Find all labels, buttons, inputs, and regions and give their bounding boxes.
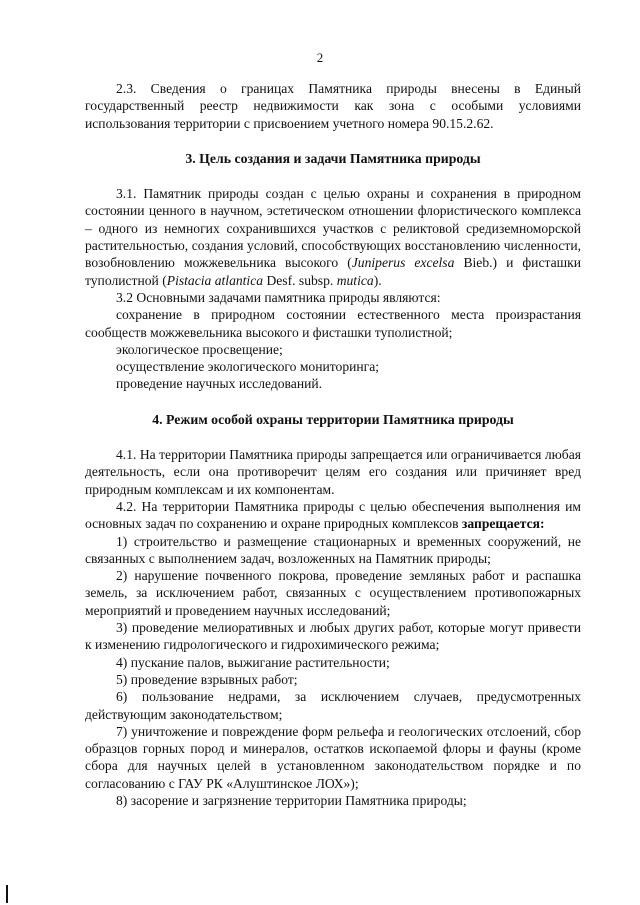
latin-name-pistacia: Pistacia atlantica	[166, 272, 264, 288]
task-item: осуществление экологического мониторинга;	[116, 359, 380, 375]
paragraph-4-1: 4.1. На территории Памятника природы запрещается или ограничивается любая деятельность, если она противоречит целям его создания или причиняет вред природным комплексам и их компонентам.	[85, 447, 581, 497]
page-number: 2	[316, 50, 324, 65]
prohibition-item: 7) уничтожение и повреждение форм рельефа и геологических отслоений, сбор образцов горных пород и минералов, остатков ископаемой флоры и фауны (кроме сбора для научных целей в установленном законодательством порядке и по согласованию с ГАУ РК «Алуштинское ЛОХ»);	[85, 723, 581, 791]
section-3-title: 3. Цель создания и задачи Памятника природы	[185, 150, 481, 166]
paragraph-3-1	[85, 185, 581, 289]
prohibition-item: 4) пускание палов, выжигание растительности;	[116, 654, 390, 670]
paragraph-3-1-text: 3.1. Памятник природы создан с целью охраны и сохранения в природном состоянии ценного в научном, эстетическом отношении флористического комплекса – одного из немногих сохранившихся участков с реликтовой средиземноморской растительностью, создания условий, способствующих восстановлению численности, возобновлению можжевельника высокого (	[85, 186, 581, 271]
document-body	[85, 80, 581, 809]
paragraph-4-2	[85, 498, 581, 533]
scan-edge-mark	[6, 885, 8, 903]
prohibited-colon: :	[539, 516, 545, 532]
prohibition-item: 1) строительство и размещение стационарных и временных сооружений, не связанных с выполнением задач, возложенных на Памятник природы;	[85, 533, 581, 566]
paragraph-2-3: 2.3. Сведения о границах Памятника природы внесены в Единый государственный реестр недвижимости как зона с особыми условиями использования территории с присвоением учетного номера 90.15.2.62.	[85, 81, 581, 131]
paragraph-4-2-text: 4.2. На территории Памятника природы с целью обеспечения выполнения им основных задач по сохранению и охране природных комплексов	[85, 498, 581, 532]
task-item: экологическое просвещение;	[116, 341, 283, 357]
paragraph-3-1-text-end: ).	[373, 272, 382, 288]
prohibition-item: 8) засорение и загрязнение территории Памятника природы;	[116, 792, 467, 808]
prohibition-item: 3) проведение мелиоративных и любых других работ, которые могут привести к изменению гидрологического и гидрохимического режима;	[85, 620, 581, 653]
latin-name-juniperus: Juniperus excelsa	[351, 255, 455, 271]
paragraph-3-1-text-mid: Bieb.) и фисташки туполистной (	[85, 255, 581, 288]
latin-name-mutica: mutica	[336, 272, 374, 288]
paragraph-3-2: 3.2 Основными задачами памятника природы являются:	[116, 289, 441, 305]
task-item: сохранение в природном состоянии естественного места произрастания сообществ можжевельника высокого и фисташки туполистной;	[85, 307, 581, 340]
prohibition-item: 5) проведение взрывных работ;	[116, 671, 298, 687]
paragraph-3-1-text-mid2: Desf. subsp.	[263, 272, 337, 288]
prohibited-keyword: запрещается	[461, 516, 540, 532]
prohibition-item: 6) пользование недрами, за исключением случаев, предусмотренных действующим законодательством;	[85, 689, 581, 722]
section-4-title: 4. Режим особой охраны территории Памятника природы	[152, 411, 514, 427]
task-item: проведение научных исследований.	[116, 376, 323, 392]
prohibition-item: 2) нарушение почвенного покрова, проведение земляных работ и распашка земель, за исключением работ, связанных с осуществлением противопожарных мероприятий и проведением научных исследований;	[85, 568, 581, 618]
